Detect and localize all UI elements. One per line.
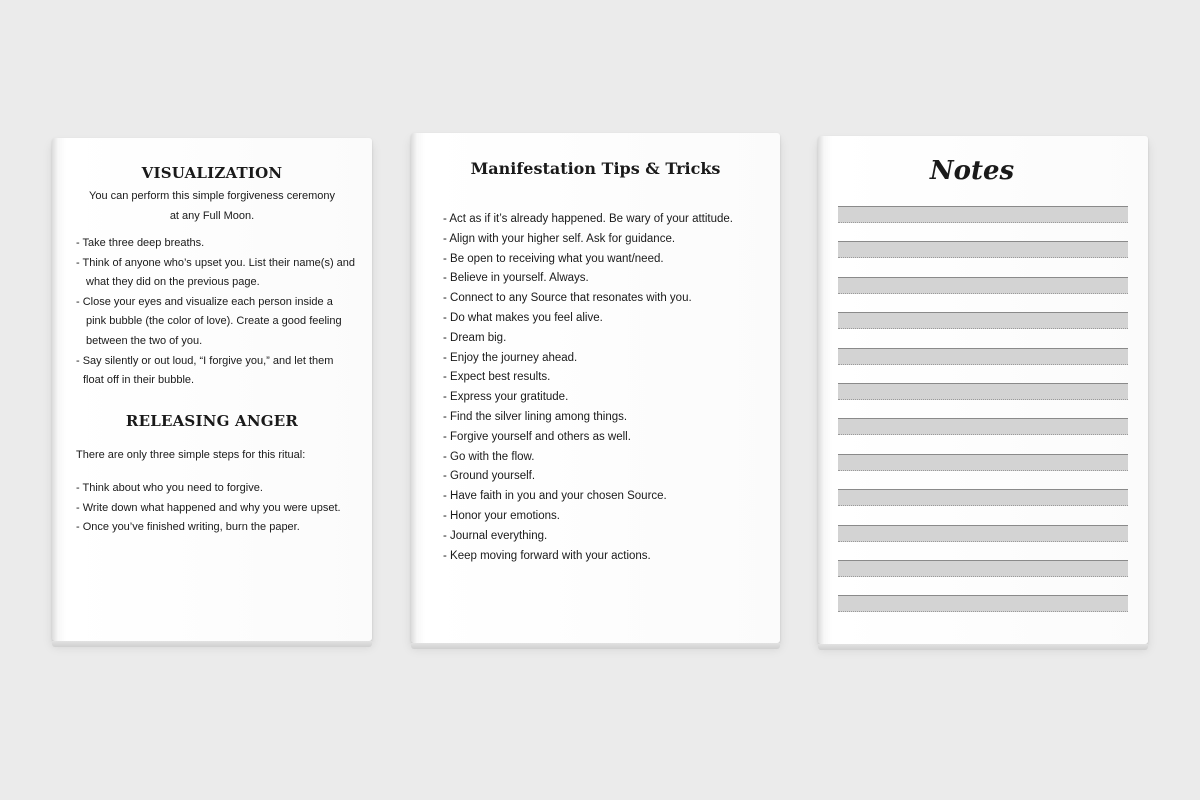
list-item: between the two of you.: [86, 334, 203, 347]
list-item: - Journal everything.: [443, 529, 548, 542]
list-item: - Express your gratitude.: [443, 391, 569, 404]
list-item: - Dream big.: [443, 331, 507, 344]
list-item: - Forgive yourself and others as well.: [443, 430, 631, 443]
note-line: [838, 383, 1128, 400]
notes-book: [818, 136, 1148, 644]
list-item: pink bubble (the color of love). Create a good feeling: [86, 315, 342, 328]
intro-line-1: You can perform this simple forgiveness ceremony: [89, 190, 335, 202]
list-item: - Act as if it’s already happened. Be wary of your attitude.: [443, 213, 734, 225]
list-item: - Close your eyes and visualize each person inside a: [76, 295, 333, 308]
visualization-intro: [52, 186, 372, 226]
list-item: - Do what makes you feel alive.: [443, 311, 603, 324]
note-line: [838, 525, 1128, 542]
list-item: - Think about who you need to forgive.: [76, 482, 263, 494]
list-item: - Take three deep breaths.: [76, 237, 205, 249]
list-item: - Ground yourself.: [443, 470, 536, 483]
manifestation-title: Manifestation Tips & Tricks: [470, 159, 721, 178]
tips-list: [443, 210, 733, 566]
anger-steps: [76, 479, 341, 538]
list-item: - Keep moving forward with your actions.: [443, 549, 651, 562]
list-item: - Enjoy the journey ahead.: [443, 351, 578, 364]
list-item: - Expect best results.: [443, 371, 551, 384]
note-line: [838, 241, 1128, 258]
note-line: [838, 560, 1128, 577]
notes-lines: [838, 206, 1128, 631]
list-item: - Go with the flow.: [443, 450, 535, 463]
note-line: [838, 489, 1128, 506]
list-item: - Think of anyone who’s upset you. List their name(s) and: [76, 256, 356, 269]
list-item: - Align with your higher self. Ask for guidance.: [443, 232, 676, 245]
list-item: - Have faith in you and your chosen Source.: [443, 490, 667, 503]
visualization-steps: [76, 234, 355, 391]
note-line: [838, 206, 1128, 223]
visualization-book: [52, 138, 372, 641]
note-line: [838, 312, 1128, 329]
list-item: - Honor your emotions.: [443, 509, 560, 522]
list-item: - Once you’ve finished writing, burn the paper.: [76, 521, 300, 534]
list-item: - Be open to receiving what you want/need.: [443, 252, 664, 265]
list-item: what they did on the previous page.: [86, 276, 260, 289]
list-item: - Believe in yourself. Always.: [443, 272, 589, 285]
note-line: [838, 454, 1128, 471]
notes-title: Notes: [929, 156, 1015, 186]
anger-intro: There are only three simple steps for this ritual:: [76, 449, 306, 461]
manifestation-book: [411, 133, 780, 643]
list-item: - Write down what happened and why you were upset.: [76, 501, 341, 514]
note-line: [838, 595, 1128, 612]
list-item: - Say silently or out loud, “I forgive you,” and let them: [76, 354, 334, 367]
visualization-heading: VISUALIZATION: [141, 164, 283, 182]
list-item: float off in their bubble.: [83, 374, 195, 387]
intro-line-2: at any Full Moon.: [169, 210, 255, 222]
list-item: - Find the silver lining among things.: [443, 410, 628, 423]
list-item: - Connect to any Source that resonates with you.: [443, 292, 692, 305]
note-line: [838, 418, 1128, 435]
releasing-anger-heading: RELEASING ANGER: [125, 412, 299, 430]
note-line: [838, 348, 1128, 365]
note-line: [838, 277, 1128, 294]
